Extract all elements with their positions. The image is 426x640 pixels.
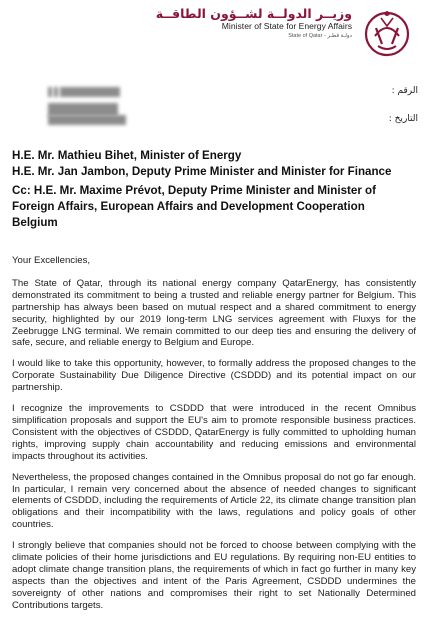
- body-paragraph: I recognize the improvements to CSDDD that were introduced in the recent Omnibus simplification proposals and support the EU's aim to promote responsible business practices. Consistent with the objectives of CSDDD, QatarEnergy is fully committed to upholding human rights, improving supply chain accountability and reducing emissions and environmental impacts throughout its activities.: [12, 403, 416, 462]
- date-label-ar: التاريخ :: [388, 114, 418, 124]
- salutation: Your Excellencies,: [12, 255, 91, 266]
- addressee-line: H.E. Mr. Mathieu Bihet, Minister of Energy: [12, 149, 242, 162]
- body-paragraph: Nevertheless, the proposed changes contained in the Omnibus proposal do not go far enough. In particular, I remain very concerned about the absence of needed changes to significant elements of CSDDD, including the requirements of Article 22, its climate change transition plan obligations and their incompatibility with the laws, regulations and policy goals of other countries.: [12, 471, 416, 531]
- letterhead-arabic-title: وزيــر الدولــة لشــؤون الطاقــة: [155, 6, 352, 21]
- reference-barcode-redacted: [48, 103, 120, 113]
- date-redacted: [48, 115, 128, 125]
- country-line: Belgium: [12, 216, 58, 229]
- letterhead: [112, 6, 412, 66]
- letterhead-subtitle: State of Qatar - دولـة قطـر: [288, 33, 352, 39]
- addressee-line: H.E. Mr. Jan Jambon, Deputy Prime Minister and Minister for Finance: [12, 165, 392, 178]
- body-paragraph: I would like to take this opportunity, however, to formally address the proposed changes to the Corporate Sustainability Due Diligence Directive (CSDDD) and its potential impact on our partnership.: [12, 358, 416, 394]
- body-paragraph: The State of Qatar, through its national energy company QatarEnergy, has consistently demonstrated its commitment to being a trusted and reliable energy partner for Belgium. This partnership has always been based on mutual respect and a shared commitment to energy security, highlighted by our 2019 long-term LNG services agreement with Fluxys for the Zeebrugge LNG terminal. We remain committed to our deep ties and ensuring the delivery of safe, secure, and reliable energy to Belgium and Europe.: [12, 277, 416, 349]
- cc-line: Cc: H.E. Mr. Maxime Prévot, Deputy Prime Minister and Minister of Foreign Affairs, European Affairs and Development Cooperation: [12, 184, 376, 213]
- letterhead-english-title: Minister of State for Energy Affairs: [221, 21, 352, 31]
- addressee-block: [12, 148, 416, 231]
- letterhead-text: [156, 6, 352, 40]
- qatar-emblem-icon: [362, 6, 412, 62]
- body-paragraph: I strongly believe that companies should not be forced to choose between complying with the climate policies of their home jurisdictions and EU regulations. By requiring non-EU entities to adopt climate change transition plans, the requirements of which in fact go further in many key aspects than the objectives and intent of the Paris Agreement, CSDDD undermines the sovereignty of other nations and compromises their right to set Nationally Determined Contributions targets.: [12, 540, 416, 611]
- reference-label-ar: الرقم :: [391, 86, 418, 96]
- reference-number-redacted: [48, 87, 122, 97]
- reference-row: [0, 86, 426, 100]
- reference-block: [0, 82, 426, 130]
- date-row: [0, 114, 426, 128]
- letter-body: [12, 255, 416, 621]
